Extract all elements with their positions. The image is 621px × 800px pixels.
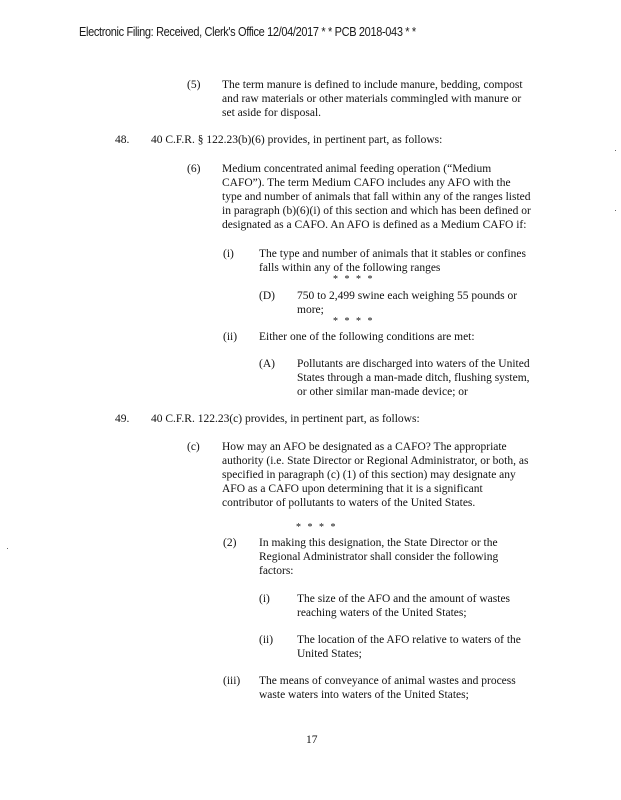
sub-i-label: (i) [223,248,234,260]
factor-iii-label: (iii) [223,675,241,687]
item-6-line: in paragraph (b)(6)(i) of this section and which has been defined or [222,205,531,217]
paragraph-49-intro: 40 C.F.R. 122.23(c) provides, in pertinent part, as follows: [151,413,420,425]
item-5-label: (5) [187,79,201,91]
paragraph-48-number: 48. [115,134,130,146]
item-5-line: set aside for disposal. [222,107,322,119]
item-5-line: The term manure is defined to include manure, bedding, compost [222,79,523,91]
omission-stars: * * * * [333,316,375,327]
scan-speck [7,548,8,549]
item-5-line: and raw materials or other materials commingled with manure or [222,93,522,105]
item-c-line: AFO as a CAFO upon determining that it is a significant [222,483,483,495]
item-c-line: contributor of pollutants to waters of the United States. [222,497,476,509]
factor-i-label: (i) [259,593,270,605]
sub-i-line: falls within any of the following ranges [259,262,441,274]
factor-ii-label: (ii) [259,634,274,646]
item-2-line: Regional Administrator shall consider the following [259,551,499,563]
item-6-label: (6) [187,163,201,175]
factor-ii-line: The location of the AFO relative to waters of the [297,634,521,646]
sub-D-label: (D) [259,290,275,302]
page-number: 17 [306,734,318,746]
item-c-line: How may an AFO be designated as a CAFO? The appropriate [222,441,507,453]
sub-ii-line: Either one of the following conditions are met: [259,331,475,343]
item-6-line: type and number of animals that fall within any of the ranges listed [222,191,531,203]
sub-A-label: (A) [259,358,275,370]
factor-i-line: reaching waters of the United States; [297,607,467,619]
factor-iii-line: The means of conveyance of animal wastes and process [259,675,516,687]
item-c-label: (c) [187,441,200,453]
paragraph-48-intro: 40 C.F.R. § 122.23(b)(6) provides, in pertinent part, as follows: [151,134,443,146]
paragraph-49-number: 49. [115,413,130,425]
sub-i-line: The type and number of animals that it stables or confines [259,248,526,260]
item-c-line: specified in paragraph (c) (1) of this section) may designate any [222,469,516,481]
omission-stars: * * * * [296,522,338,533]
item-2-line: factors: [259,565,294,577]
factor-iii-line: waste waters into waters of the United States; [259,689,469,701]
sub-A-line: or other similar man-made device; or [297,386,468,398]
item-6-line: designated as a CAFO. An AFO is defined as a Medium CAFO if: [222,219,527,231]
item-2-label: (2) [223,537,237,549]
factor-i-line: The size of the AFO and the amount of wastes [297,593,511,605]
scan-speck [615,150,616,151]
item-6-line: CAFO”). The term Medium CAFO includes any AFO with the [222,177,511,189]
sub-D-line: more; [297,304,324,316]
factor-ii-line: United States; [297,648,362,660]
item-6-line: Medium concentrated animal feeding operation (“Medium [222,163,492,175]
filing-stamp-header: Electronic Filing: Received, Clerk's Office 12/04/2017 * * PCB 2018-043 * * [79,25,416,39]
item-2-line: In making this designation, the State Director or the [259,537,498,549]
sub-D-line: 750 to 2,499 swine each weighing 55 pounds or [297,290,518,302]
sub-ii-label: (ii) [223,331,238,343]
item-c-line: authority (i.e. State Director or Regional Administrator, or both, as [222,455,529,467]
omission-stars: * * * * [333,274,375,285]
sub-A-line: States through a man-made ditch, flushing system, [297,372,530,384]
scan-speck [615,210,616,211]
sub-A-line: Pollutants are discharged into waters of the United [297,358,530,370]
